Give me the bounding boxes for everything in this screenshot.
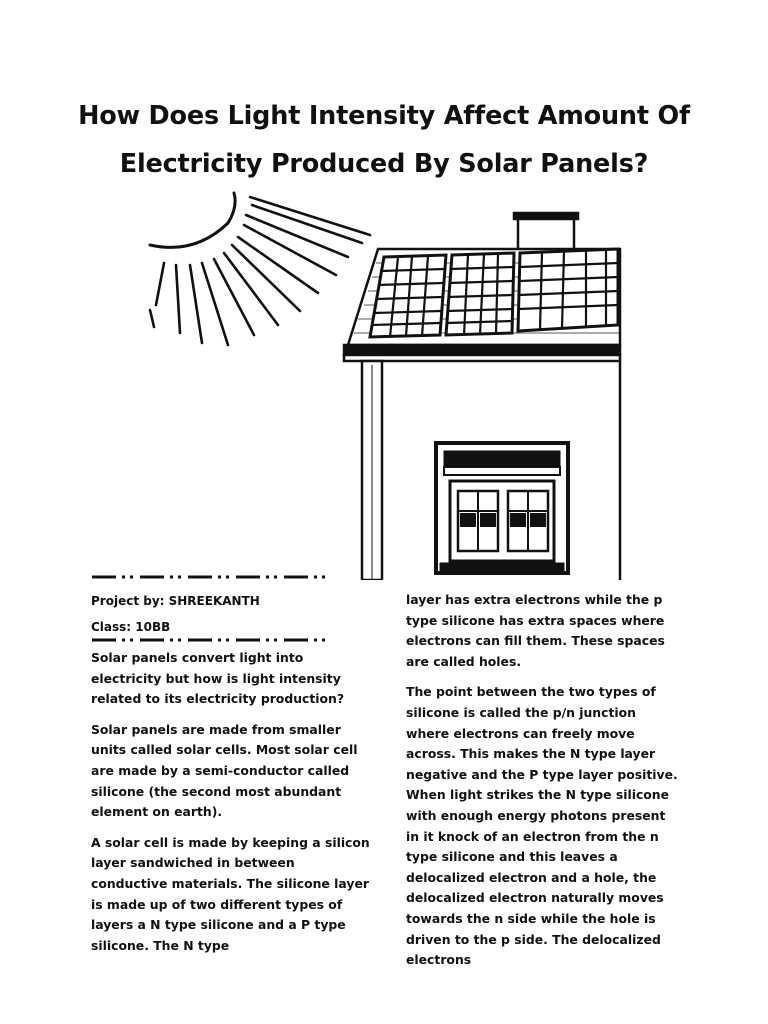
divider-bottom — [92, 637, 332, 643]
divider-top — [92, 574, 332, 580]
page-title — [60, 92, 708, 188]
title-line-2: Electricity Produced By Solar Panels? — [119, 149, 649, 179]
project-author: Project by: SHREEKANTH — [91, 594, 260, 608]
right-column — [406, 590, 682, 981]
title-line-1: How Does Light Intensity Affect Amount Of — [78, 101, 690, 131]
class-label: Class: 10BB — [91, 620, 171, 634]
paragraph-solar-cells: Solar panels are made from smaller units called solar cells. Most solar cell are made by a semi-conductor called silicone (the second most abundant element on earth). — [91, 721, 358, 820]
solar-panel-icon — [370, 249, 618, 337]
paragraph-silicon-layer: A solar cell is made by keeping a silicon layer sandwiched in between conductive materials. The silicone layer is made up of two different types of layers a N type silicone and a P type silicone. The N type — [91, 834, 370, 953]
sun-icon — [150, 193, 370, 345]
window-icon — [436, 443, 568, 573]
solar-house-illustration — [140, 185, 630, 580]
paragraph-holes: layer has extra electrons while the p type silicone has extra spaces where electrons can fill them. These spaces are called holes. — [406, 592, 665, 669]
paragraph-pn-junction: The point between the two types of silicone is called the p/n junction where electrons can freely move across. This makes the N type layer negative and the P type layer positive. When light strikes the N type silicone with enough energy photons present in it knock of an electron from the n type silicone and this leaves a delocalized electron and a hole, the delocalized electron naturally moves towards the n side while the hole is driven to the p side. The delocalized electrons — [406, 684, 678, 968]
paragraph-intro: Solar panels convert light into electricity but how is light intensity related to its electricity production? — [91, 650, 345, 707]
left-column — [91, 648, 371, 966]
